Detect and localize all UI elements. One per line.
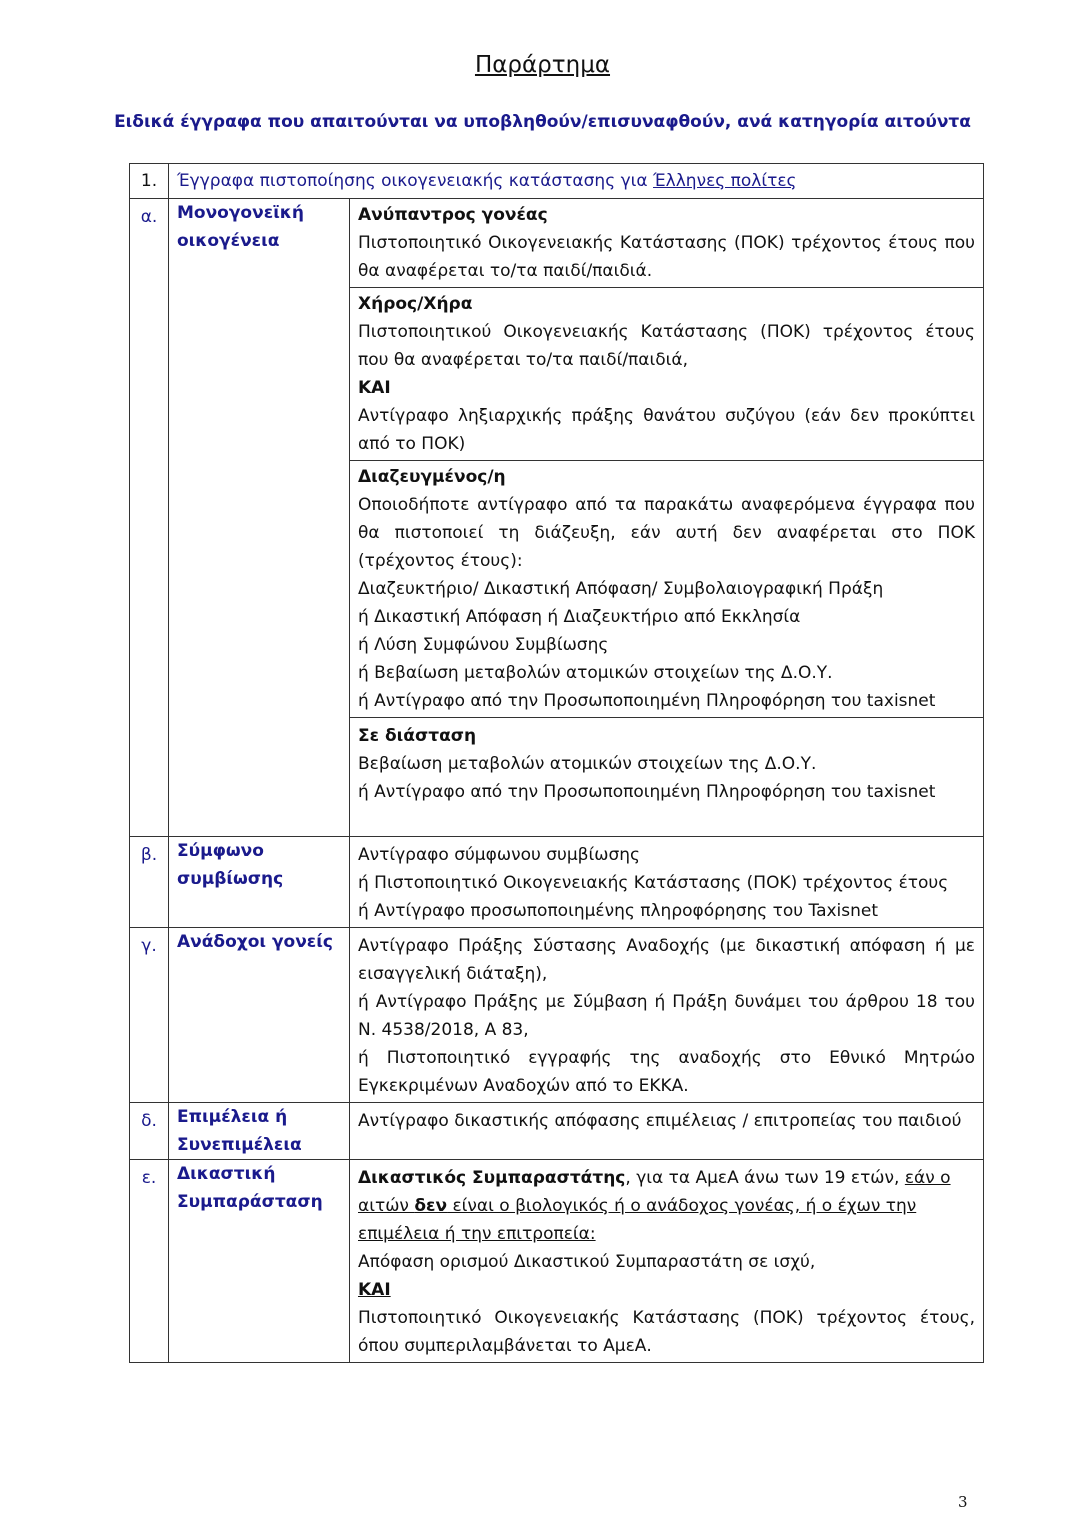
divorced-line-1: Διαζευκτήριο/ Δικαστική Απόφαση/ Συμβολαιογραφική Πράξη (358, 579, 884, 599)
subcase-text-widowed-2: Αντίγραφο ληξιαρχικής πράξης θανάτου συζύγου (εάν δεν προκύπτει από το ΠΟΚ) (358, 406, 975, 454)
section-heading-text: Έγγραφα πιστοποίησης οικογενειακής κατάστασης για (177, 171, 653, 191)
row-number-d: δ. (130, 1103, 169, 1160)
subcase-separated (350, 718, 984, 837)
subcase-title-unmarried: Ανύπαντρος γονέας (358, 205, 548, 225)
foster-line-2: ή Αντίγραφο Πράξης με Σύμβαση ή Πράξη δυνάμει του άρθρου 18 του Ν. 4538/2018, Α 83, (358, 992, 975, 1040)
page-title: Παράρτημα (474, 52, 611, 78)
subcase-divorced (350, 461, 984, 718)
page-subtitle: Ειδικά έγγραφα που απαιτούνται να υποβληθούν/επισυναφθούν, ανά κατηγορία αιτούντα (114, 112, 971, 132)
section-heading-link: Έλληνες πολίτες (653, 171, 797, 191)
guardianship-cond-bold: δεν (414, 1196, 448, 1216)
section-number: 1. (130, 164, 169, 199)
row-number-e: ε. (130, 1160, 169, 1363)
guardianship-lead: Δικαστικός Συμπαραστάτης (358, 1168, 626, 1188)
category-cohabitation: Σύμφωνο συμβίωσης (169, 837, 350, 928)
cohabitation-docs (350, 837, 984, 928)
foster-line-1: Αντίγραφο Πράξης Σύστασης Αναδοχής (με δικαστική απόφαση ή με εισαγγελική διάταξη), (358, 936, 975, 984)
subcase-text-unmarried: Πιστοποιητικό Οικογενειακής Κατάστασης (ΠΟΚ) τρέχοντος έτους που θα αναφέρεται το/τα παιδί/παιδιά. (358, 233, 975, 281)
separated-line-2: ή Αντίγραφο από την Προσωποποιημένη Πληροφόρηση του taxisnet (358, 782, 936, 802)
custody-line-1: Αντίγραφο δικαστικής απόφασης επιμέλειας / επιτροπείας του παιδιού (358, 1111, 962, 1131)
row-number-a: α. (130, 199, 169, 837)
divorced-line-4: ή Βεβαίωση μεταβολών ατομικών στοιχείων της Δ.Ο.Υ. (358, 663, 833, 683)
guardianship-line-1: Απόφαση ορισμού Δικαστικού Συμπαραστάτη σε ισχύ, (358, 1252, 816, 1272)
table-row-custody (130, 1103, 984, 1160)
cohabitation-line-1: Αντίγραφο σύμφωνου συμβίωσης (358, 845, 640, 865)
and-label-widowed: ΚΑΙ (358, 378, 391, 398)
custody-docs (350, 1103, 984, 1160)
cohabitation-line-2: ή Πιστοποιητικό Οικογενειακής Κατάστασης (ΠΟΚ) τρέχοντος έτους (358, 873, 949, 893)
table-row-cohabitation (130, 837, 984, 928)
foster-line-3: ή Πιστοποιητικό εγγραφής της αναδοχής στο Εθνικό Μητρώο Εγκεκριμένων Αναδοχών από το ΕΚΚΑ. (358, 1048, 975, 1096)
subcase-widowed (350, 288, 984, 461)
category-foster: Ανάδοχοι γονείς (169, 928, 350, 1103)
category-single-parent: Μονογονεϊκή οικογένεια (169, 199, 350, 837)
subcase-title-widowed: Χήρος/Χήρα (358, 294, 473, 314)
divorced-line-5: ή Αντίγραφο από την Προσωποποιημένη Πληροφόρηση του taxisnet (358, 691, 936, 711)
row-number-c: γ. (130, 928, 169, 1103)
subcase-title-separated: Σε διάσταση (358, 726, 477, 746)
section-heading (169, 164, 984, 199)
subcase-title-divorced: Διαζευγμένος/η (358, 467, 506, 487)
guardianship-docs (350, 1160, 984, 1363)
cohabitation-line-3: ή Αντίγραφο προσωποποιημένης πληροφόρησης του Taxisnet (358, 901, 879, 921)
subcase-text-widowed-1: Πιστοποιητικού Οικογενειακής Κατάστασης (ΠΟΚ) τρέχοντος έτους που θα αναφέρεται το/τα παιδί/παιδιά, (358, 322, 975, 370)
category-guardianship: Δικαστική Συμπαράσταση (169, 1160, 350, 1363)
page-number: 3 (958, 1493, 968, 1511)
guardianship-line-2: Πιστοποιητικό Οικογενειακής Κατάστασης (ΠΟΚ) τρέχοντος έτους, όπου συμπεριλαμβάνεται το ΑμεΑ. (358, 1308, 975, 1356)
guardianship-condition (358, 1164, 975, 1248)
documents-table (129, 163, 984, 1363)
category-custody: Επιμέλεια ή Συνεπιμέλεια (169, 1103, 350, 1160)
subcase-unmarried (350, 199, 984, 288)
guardianship-lead-rest: , για τα ΑμεΑ άνω των 19 ετών, (625, 1168, 905, 1188)
subcase-intro-divorced: Οποιοδήποτε αντίγραφο από τα παρακάτω αναφερόμενα έγγραφα που θα πιστοποιεί τη διάζευξη, εάν αυτή δεν αναφέρεται στο ΠΟΚ (τρέχοντος έτους): (358, 495, 975, 571)
section-header-row (130, 164, 984, 199)
and-label-guardianship: ΚΑΙ (358, 1280, 391, 1300)
foster-docs (350, 928, 984, 1103)
separated-line-1: Βεβαίωση μεταβολών ατομικών στοιχείων της Δ.Ο.Υ. (358, 754, 817, 774)
guardianship-cond-a: εάν ο αιτών (358, 1168, 951, 1216)
table-row-foster (130, 928, 984, 1103)
row-number-b: β. (130, 837, 169, 928)
divorced-line-3: ή Λύση Συμφώνου Συμβίωσης (358, 635, 609, 655)
guardianship-cond-b: είναι ο βιολογικός ή ο ανάδοχος γονέας, ή ο έχων την επιμέλεια ή την επιτροπεία: (358, 1196, 917, 1244)
table-row-guardianship (130, 1160, 984, 1363)
divorced-line-2: ή Δικαστική Απόφαση ή Διαζευκτήριο από Εκκλησία (358, 607, 801, 627)
table-row-single-parent (130, 199, 984, 288)
